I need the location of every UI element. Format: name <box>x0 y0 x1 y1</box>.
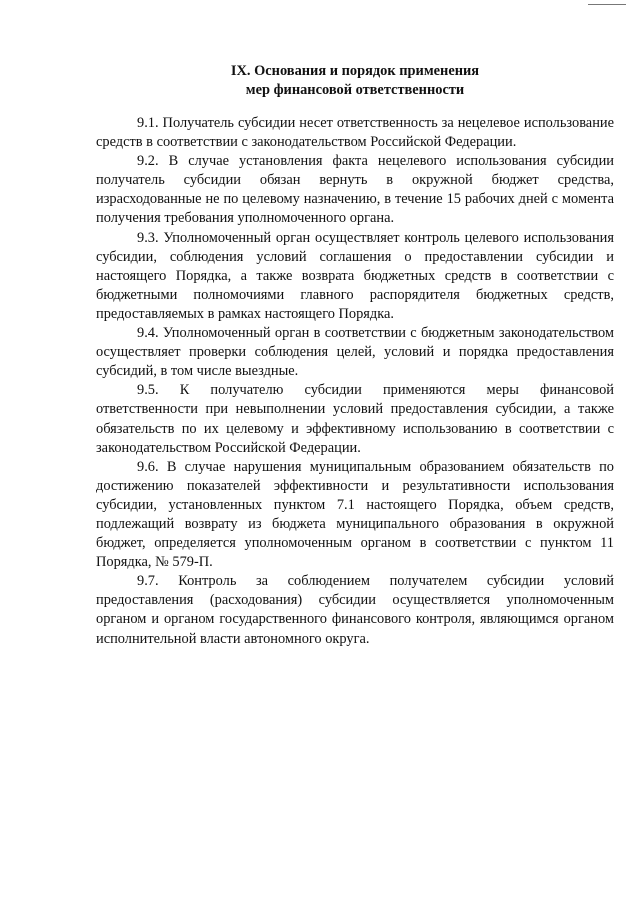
paragraph-9-5: 9.5. К получателю субсидии применяются меры финансовой ответственности при невыполнении условий предоставления субсидии, а также обязательств по их целевому и эффективному использованию в соответствии с законодательством Российской Федерации. <box>96 382 614 456</box>
paragraph-9-6: 9.6. В случае нарушения муниципальным образованием обязательств по достижению показателей эффективности и результативности использования субсидии, установленных пунктом 7.1 настоящего Порядка, объем средств, подлежащий возврату из бюджета муниципального образования в окружной бюджет, определяется уполномоченным органом в соответствии с пунктом 11 Порядка, № 579-П. <box>96 458 614 571</box>
paragraph-9-7: 9.7. Контроль за соблюдением получателем субсидии условий предоставления (расходования) субсидии осуществляется уполномоченным органом и органом государственного финансового контроля, являющимся органом исполнительной власти автономного округа. <box>96 573 614 647</box>
paragraph-9-2: 9.2. В случае установления факта нецелевого использования субсидии получатель субсидии обязан вернуть в окружной бюджет средства, израсходованные не по целевому назначению, в течение 15 рабочих дней с момента получения требования уполномоченного органа. <box>96 153 614 227</box>
section-heading <box>96 62 614 100</box>
paragraph-9-3: 9.3. Уполномоченный орган осуществляет контроль целевого использования субсидии, соблюдения условий соглашения о предоставлении субсидии и настоящего Порядка, а также возврата бюджетных средств в соответствии с бюджетными полномочиями главного распорядителя бюджетных средств, предоставляемых в рамках настоящего Порядка. <box>96 229 614 322</box>
paragraph-9-4: 9.4. Уполномоченный орган в соответствии с бюджетным законодательством осуществляет проверки соблюдения целей, условий и порядка предоставления субсидий, в том числе выездные. <box>96 325 614 380</box>
document-body <box>96 114 614 649</box>
scan-corner-mark <box>588 4 626 5</box>
section-heading-line-2: мер финансовой ответственности <box>245 82 465 98</box>
section-heading-line-1: IX. Основания и порядок применения <box>230 63 480 79</box>
paragraph-9-1: 9.1. Получатель субсидии несет ответственность за нецелевое использование средств в соответствии с законодательством Российской Федерации. <box>96 115 614 151</box>
